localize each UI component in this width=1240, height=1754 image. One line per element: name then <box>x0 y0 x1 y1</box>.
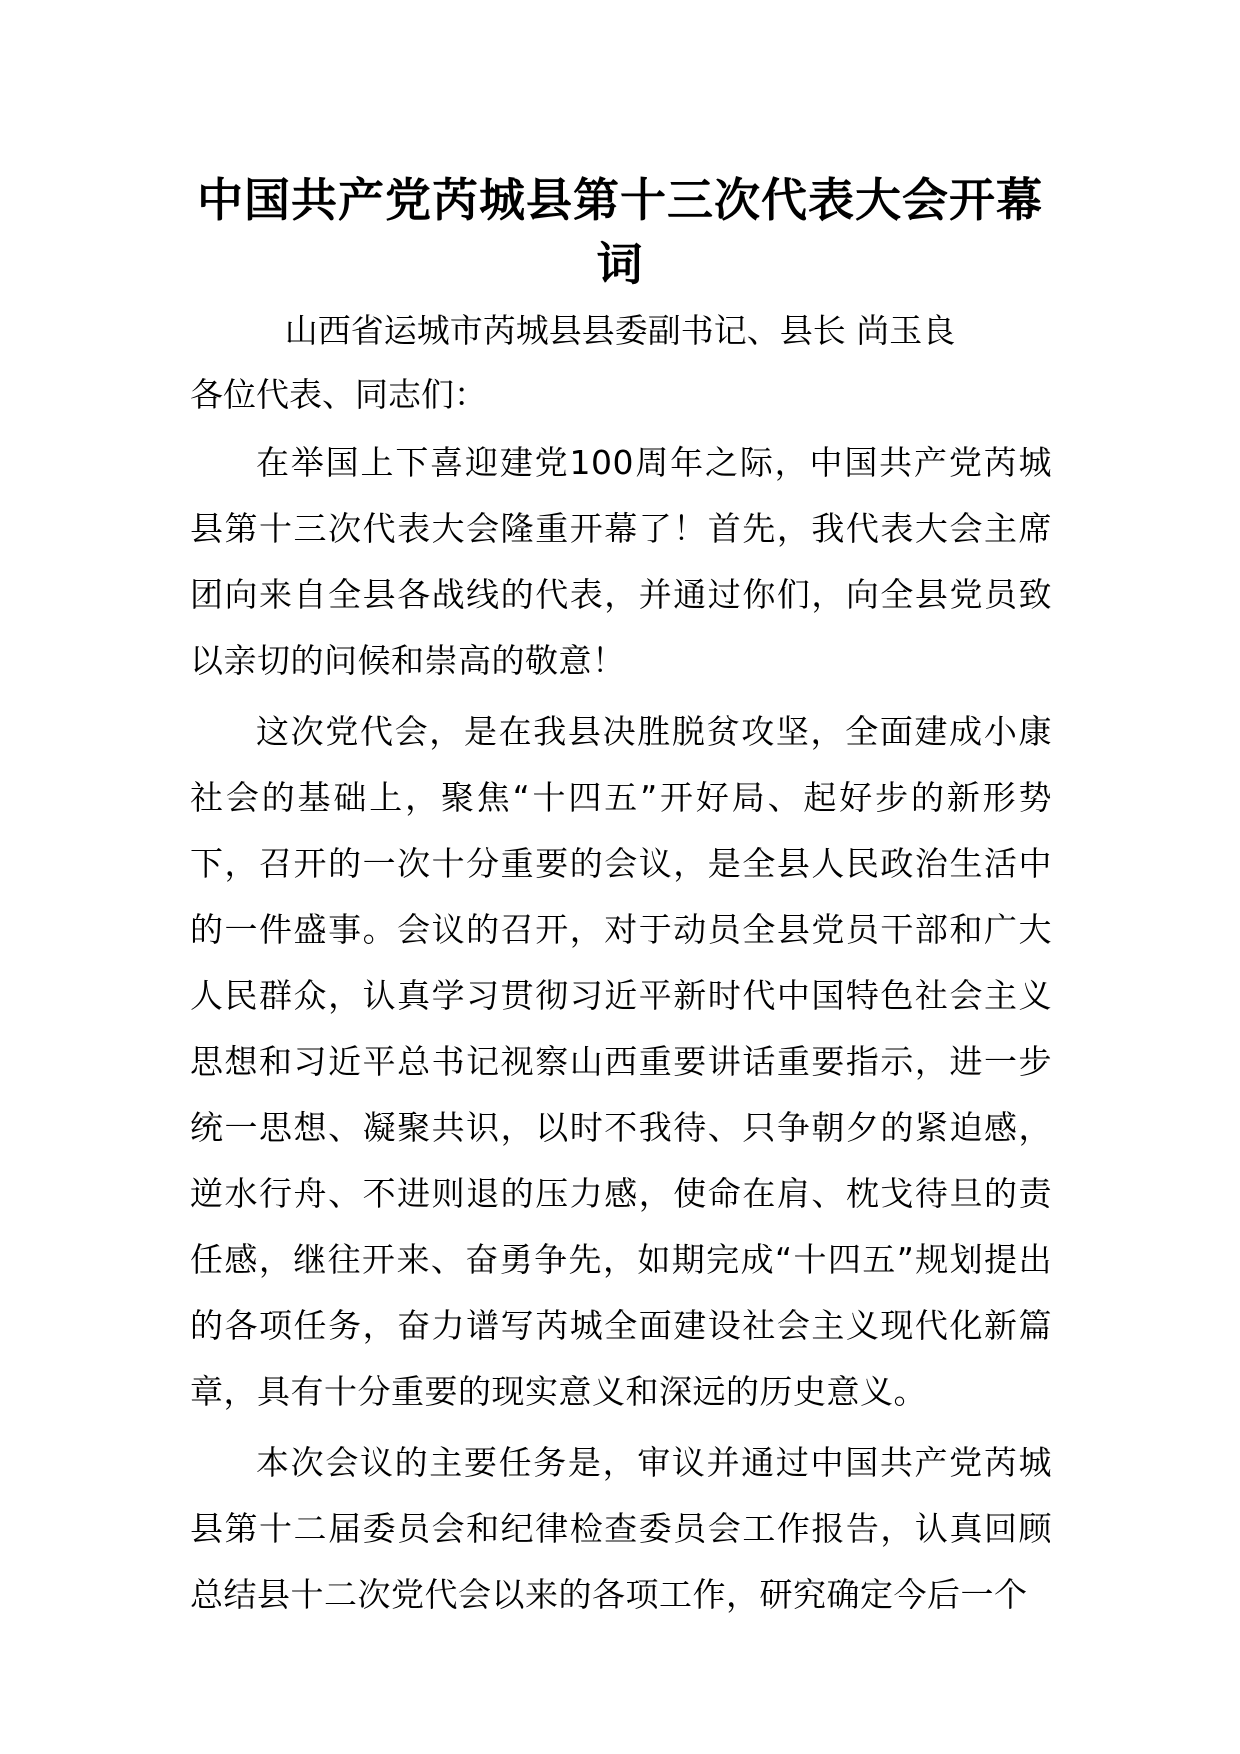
body-paragraph: 在举国上下喜迎建党100周年之际，中国共产党芮城县第十三次代表大会隆重开幕了！首先，我代表大会主席团向来自全县各战线的代表，并通过你们，向全县党员致以亲切的问候和崇高的敬意！ <box>190 443 1052 680</box>
document-byline: 山西省运城市芮城县县委副书记、县长 尚玉良 <box>284 311 956 350</box>
document-title: 中国共产党芮城县第十三次代表大会开幕词 <box>197 173 1043 291</box>
document-body <box>190 430 1052 1633</box>
body-paragraph: 本次会议的主要任务是，审议并通过中国共产党芮城县第十二届委员会和纪律检查委员会工作报告，认真回顾总结县十二次党代会以来的各项工作，研究确定今后一个 <box>190 1443 1052 1614</box>
document-salutation: 各位代表、同志们： <box>190 375 487 414</box>
body-paragraph: 这次党代会，是在我县决胜脱贫攻坚，全面建成小康社会的基础上，聚焦“十四五”开好局、起好步的新形势下，召开的一次十分重要的会议，是全县人民政治生活中的一件盛事。会议的召开，对于动员全县党员干部和广大人民群众，认真学习贯彻习近平新时代中国特色社会主义思想和习近平总书记视察山西重要讲话重要指示，进一步统一思想、凝聚共识，以时不我待、只争朝夕的紧迫感，逆水行舟、不进则退的压力感，使命在肩、枕戈待旦的责任感，继往开来、奋勇争先，如期完成“十四五”规划提出的各项任务，奋力谱写芮城全面建设社会主义现代化新篇章，具有十分重要的现实意义和深远的历史意义。 <box>190 712 1052 1411</box>
